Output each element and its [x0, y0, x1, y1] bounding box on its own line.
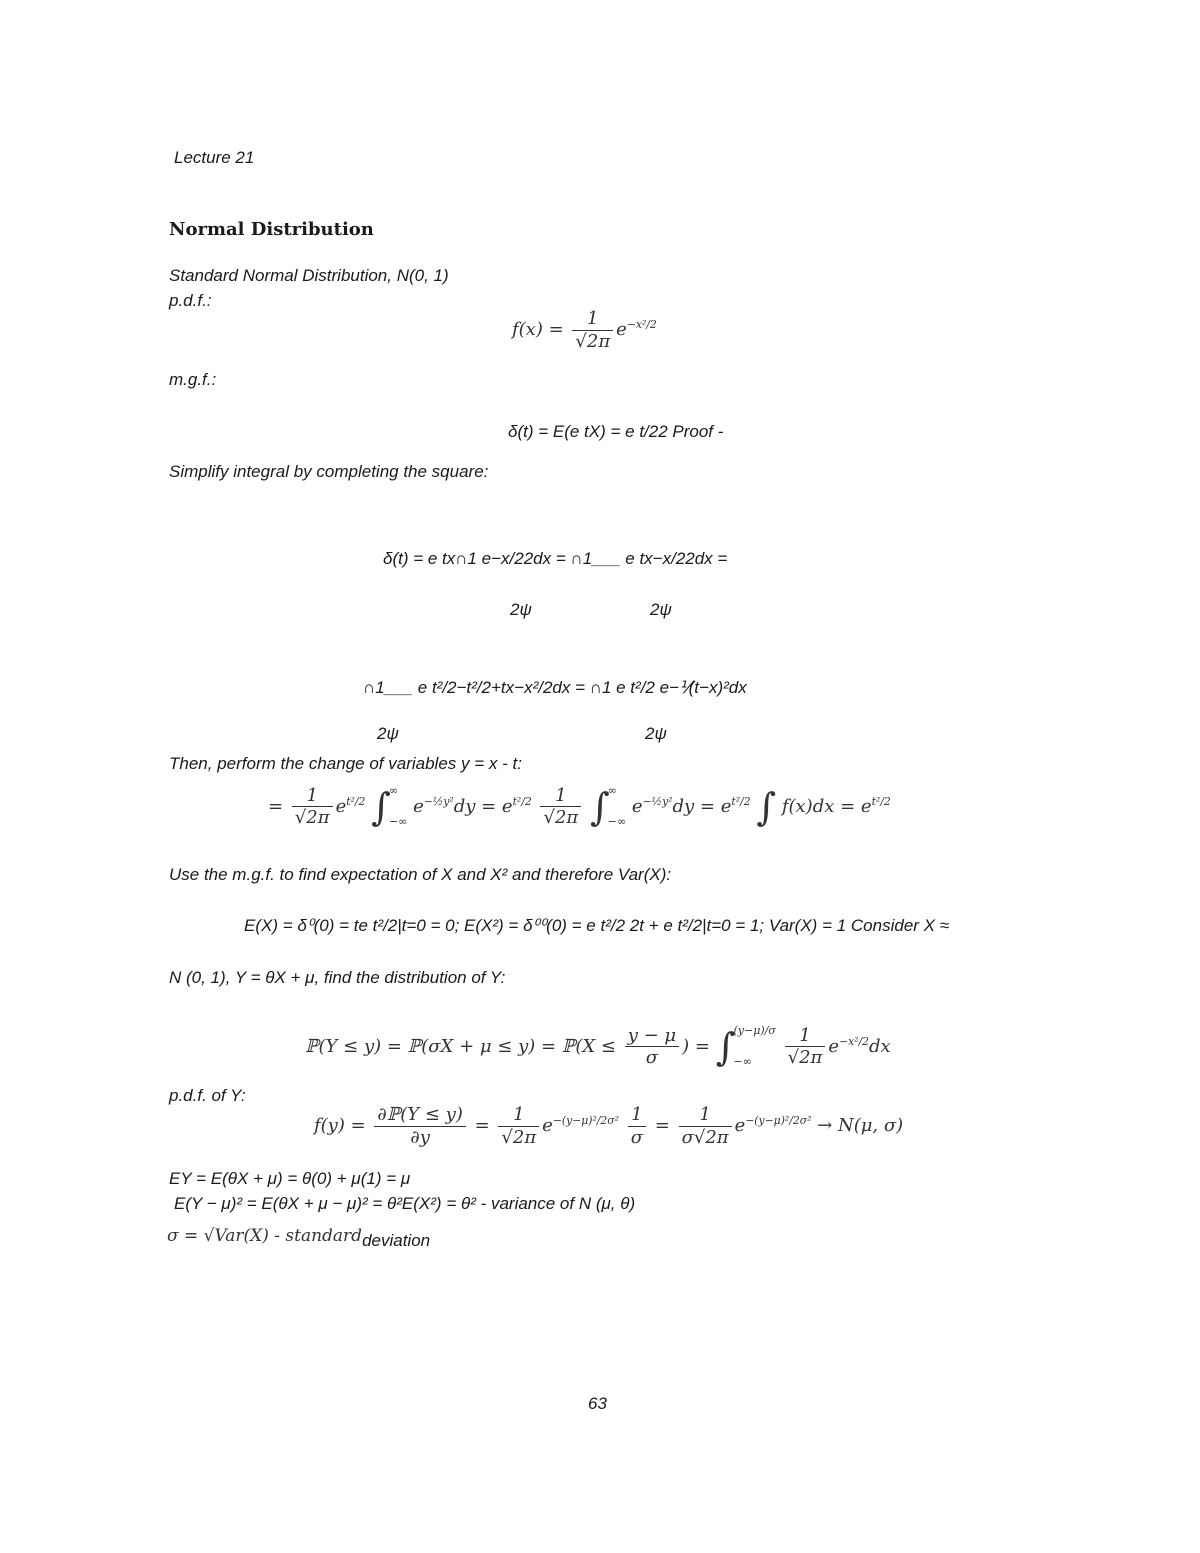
use-mgf-line: Use the m.g.f. to find expectation of X and X² and therefore Var(X): [169, 865, 672, 884]
variance-line: E(Y − μ)² = E(θX + μ − μ)² = θ²E(X²) = θ² - variance of N (μ, θ) [174, 1194, 636, 1213]
simplify-line: Simplify integral by completing the square: [169, 462, 489, 481]
two-psi-c: 2ψ [377, 724, 399, 743]
std-normal-line: Standard Normal Distribution, N(0, 1) [169, 266, 449, 285]
two-psi-b: 2ψ [650, 600, 672, 619]
cdf-derivation: ℙ(Y ≤ y) = ℙ(σX + μ ≤ y) = ℙ(X ≤ $\frac{y - \mu}{\sigma}$ ) = ∫(y−μ)/σ −∞ $\frac{1}{√2\pi}$ $e^{-x^2/2}dx$ [305, 1024, 891, 1069]
consider-line: N (0, 1), Y = θX + μ, find the distribution of Y: [169, 968, 506, 987]
expectation-line: E(X) = δ⁰(0) = te t²/2|t=0 = 0; E(X²) = δ⁰⁰(0) = e t²/2 2t + e t²/2|t=0 = 1; Var(X) = 1 Consider X ≈ [244, 916, 950, 935]
ey-line: EY = E(θX + μ) = θ(0) + μ(1) = μ [169, 1169, 411, 1188]
garbled-integral-2: ∩1___ e t²/2−t²/2+tx−x²/2dx = ∩1 e t²/2 e−⅟(t−x)²dx [363, 678, 747, 697]
integral-derivation: = $\frac{1}{√2\pi}$ $e^{t^2/2}$ ∫∞ −∞ $e^{-\frac{1}{2}y^2}dy = e^{t^2/2}$ $\frac{1}{√2\pi}$ ∫∞ −∞ $e^{-\frac{1}{2}y^2}dy = e^{t^2/2}$ ∫ $f(x)dx = e^{t^2/2}$ [268, 784, 891, 829]
page-number: 63 [588, 1394, 607, 1413]
two-psi-a: 2ψ [510, 600, 532, 619]
garbled-integral-1: δ(t) = e tx∩1 e−x/22dx = ∩1___ e tx−x/22dx = [383, 549, 728, 568]
pdf-y-derivation: f(y) = $\frac{\text{∂ℙ(Y ≤ y)}}{\partial y}$ = $\frac{1}{√2\pi}$ $e^{-(y-\mu)^2/2\sigma^2}$ $\frac{1}{\sigma}$ = $\frac{1}{\sigma√2\pi}$ $e^{-(y-\mu)^2/2\sigma^2} \to N(\mu$, σ) [314, 1104, 904, 1148]
mgf-label: m.g.f.: [169, 370, 217, 389]
two-psi-d: 2ψ [645, 724, 667, 743]
section-title: Normal Distribution [169, 219, 374, 240]
pdf-label: p.d.f.: [169, 291, 212, 310]
mgf-equation: δ(t) = E(e tX) = e t/22 Proof - [508, 422, 724, 441]
pdf-formula: f(x) = $\frac{1}{√2\pi}$ $e^{-x^2/2}$ [512, 308, 657, 352]
change-variables-line: Then, perform the change of variables y = x - t: [169, 754, 522, 773]
pdf-of-y-label: p.d.f. of Y: [169, 1086, 246, 1105]
lecture-header: Lecture 21 [174, 148, 255, 167]
sd-line [167, 1226, 431, 1250]
sd-word: deviation [362, 1231, 431, 1250]
sd-math: σ = √Var(X) - standard [167, 1226, 363, 1246]
